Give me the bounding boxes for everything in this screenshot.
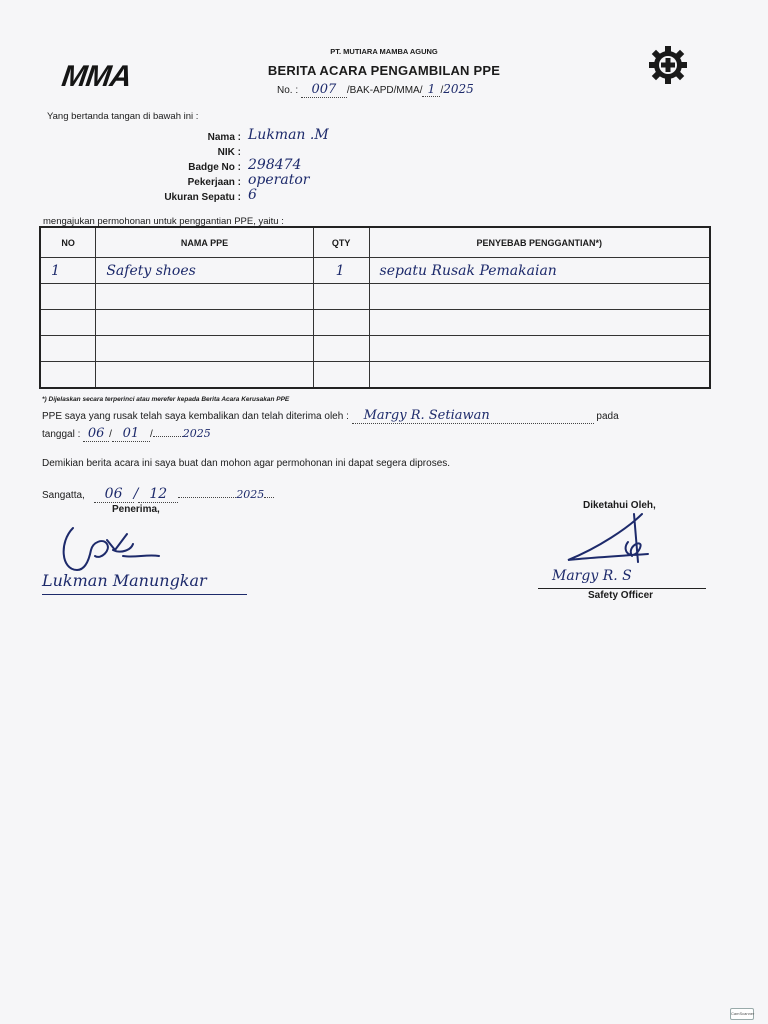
place-name: Sangatta, [42, 490, 85, 501]
gear-cross-icon [639, 44, 697, 86]
field-label: Nama : [207, 132, 241, 143]
number-suffix: /BAK-APD/MMA/ [346, 85, 423, 96]
table-cell [96, 336, 313, 362]
column-header-penyebab: PENYEBAB PENGGANTIAN*) [369, 227, 710, 258]
table-cell: sepatu Rusak Pemakaian [369, 258, 710, 284]
number-year: 2025 [443, 82, 474, 96]
date-separator: / [149, 429, 153, 440]
officer-title: Safety Officer [588, 590, 654, 601]
closing-text: Demikian berita acara ini saya buat dan mohon agar permohonan ini dapat segera diproses. [42, 458, 451, 469]
table-cell [369, 284, 710, 310]
table-cell [40, 310, 96, 336]
table-row [40, 310, 710, 336]
returned-statement [42, 408, 652, 424]
table-cell [313, 362, 369, 389]
field-value: 6 [248, 187, 257, 203]
field-value: Lukman .M [248, 127, 329, 143]
ppe-table [39, 226, 711, 389]
field-value: operator [248, 172, 310, 188]
number-month: 1 [422, 82, 440, 97]
field-label: Badge No : [188, 162, 241, 173]
scanner-badge-text: CamScanner [730, 1008, 754, 1020]
table-cell [96, 362, 313, 389]
place-year-blank [178, 497, 236, 498]
date-label: tanggal : [42, 429, 81, 440]
number-label: No. : [277, 85, 299, 96]
table-cell: Safety shoes [96, 258, 313, 284]
table-cell [369, 336, 710, 362]
place-month: 12 [138, 486, 178, 503]
officer-signature-line [538, 588, 706, 589]
column-header-qty: QTY [313, 227, 369, 258]
field-label: Pekerjaan : [187, 177, 241, 188]
known-label: Diketahui Oleh, [583, 500, 656, 511]
field-label: NIK : [217, 147, 241, 158]
officer-signature-icon [558, 508, 658, 568]
table-cell [96, 310, 313, 336]
table-cell: 1 [313, 258, 369, 284]
returned-receiver: Margy R. Setiawan [352, 408, 594, 424]
number-value: 007 [301, 82, 347, 98]
intro-text: Yang bertanda tangan di bawah ini : [47, 111, 199, 122]
document-number [277, 82, 474, 98]
number-year-separator: / [440, 85, 444, 96]
officer-name: Margy R. S [552, 568, 632, 584]
table-cell [96, 284, 313, 310]
table-cell [369, 362, 710, 389]
request-text: mengajukan permohonan untuk penggantian PPE, yaitu : [43, 216, 284, 227]
field-value: 298474 [248, 157, 302, 173]
table-row [40, 284, 710, 310]
table-header-row [40, 227, 710, 258]
receiver-label: Penerima, [112, 504, 160, 515]
table-row [40, 336, 710, 362]
table-row [40, 258, 710, 284]
table-cell [313, 336, 369, 362]
date-year-blank [153, 436, 183, 437]
document-title: BERITA ACARA PENGAMBILAN PPE [267, 63, 501, 78]
receiver-name-text: Lukman Manungkar [42, 571, 207, 590]
date-day: 06 [83, 426, 109, 442]
place-date [42, 486, 274, 503]
return-date [42, 426, 211, 442]
table-cell [313, 284, 369, 310]
table-cell [313, 310, 369, 336]
place-year: 2025 [236, 488, 265, 501]
table-cell [369, 310, 710, 336]
receiver-name [42, 571, 207, 590]
table-cell [40, 284, 96, 310]
place-day: 06 [94, 486, 134, 503]
scanner-badge [730, 1008, 754, 1020]
field-label: Ukuran Sepatu : [164, 192, 241, 203]
table-cell: 1 [40, 258, 96, 284]
place-tail-dots [264, 497, 274, 498]
table-cell [40, 336, 96, 362]
receiver-signature-icon [55, 520, 165, 575]
date-separator: / [109, 429, 112, 440]
table-cell [40, 362, 96, 389]
column-header-no: NO [40, 227, 96, 258]
date-year: 2025 [182, 427, 211, 440]
column-header-nama-ppe: NAMA PPE [96, 227, 313, 258]
company-name: PT. MUTIARA MAMBA AGUNG [330, 47, 438, 56]
receiver-underline [42, 594, 247, 595]
table-row [40, 362, 710, 389]
date-month: 01 [112, 426, 150, 442]
returned-suffix: pada [596, 411, 619, 422]
place-separator: / [133, 486, 139, 502]
company-logo: MMA [59, 60, 134, 93]
footnote: *) Dijelaskan secara terperinci atau merefer kepada Berita Acara Kerusakan PPE [42, 396, 290, 403]
returned-text: PPE saya yang rusak telah saya kembalikan dan telah diterima oleh : [42, 411, 349, 422]
